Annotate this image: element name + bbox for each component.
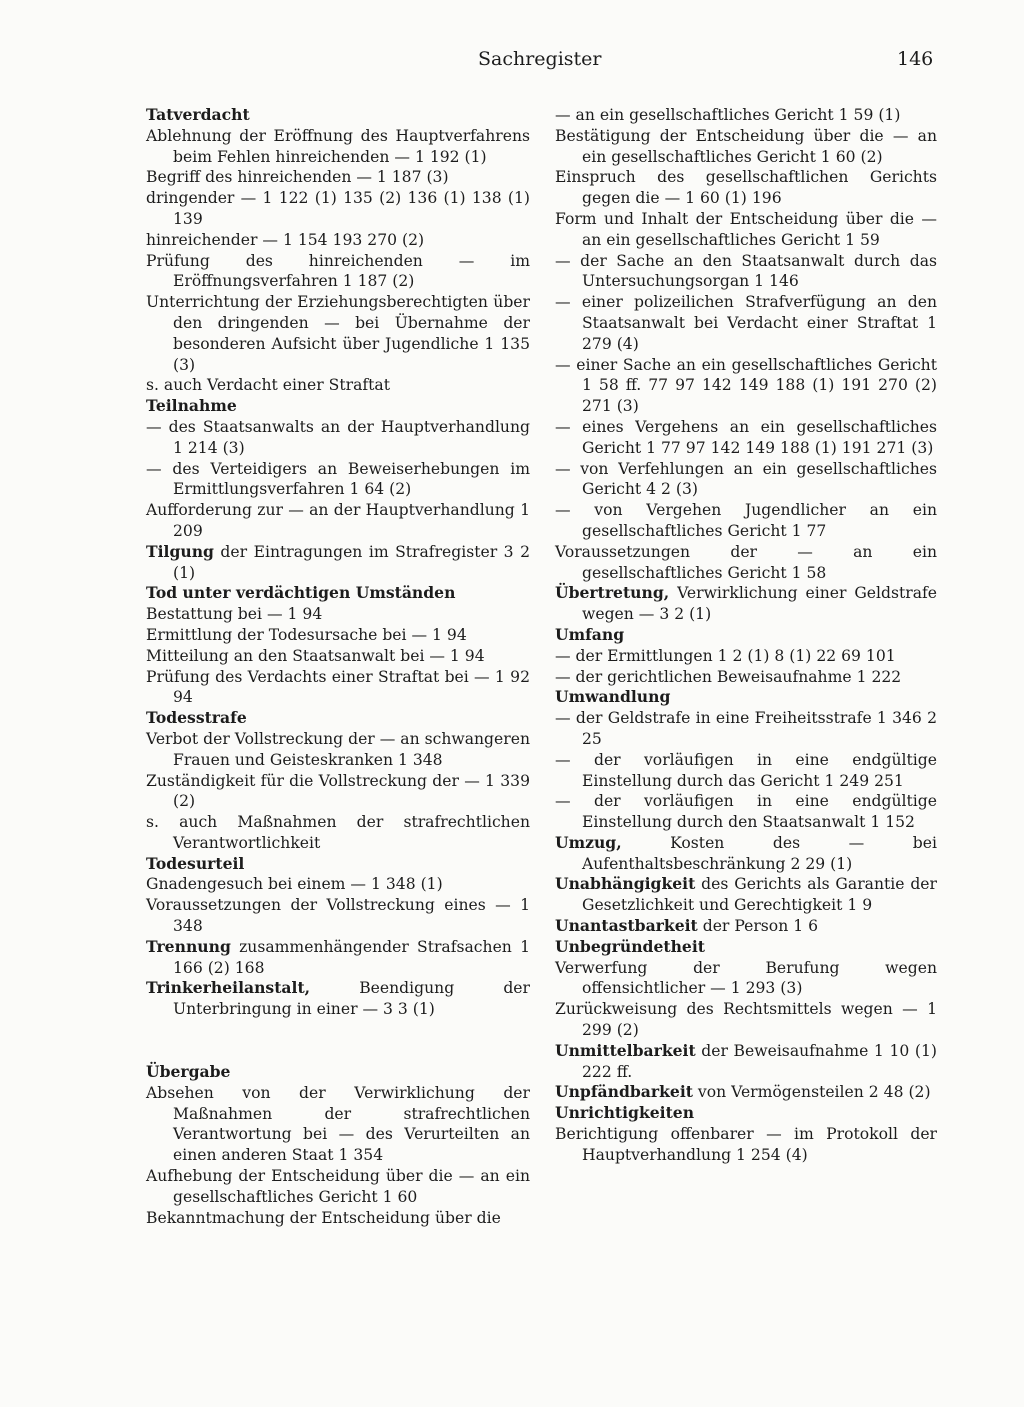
- index-entry-text: Verwirklichung einer Geldstrafe wegen — 3 2 (1): [582, 584, 937, 624]
- index-heading: Umfang: [555, 624, 625, 644]
- index-entry: Aufhebung der Entscheidung über die — an ein gesellschaftliches Gericht 1 60: [146, 1167, 530, 1206]
- index-entry-text: der Eintragungen im Strafregister 3 2 (1): [173, 542, 530, 582]
- index-keyword: Trennung: [146, 936, 231, 956]
- index-entry: — der Geldstrafe in eine Freiheitsstrafe 1 346 2 25: [555, 709, 937, 748]
- index-keyword: Unpfändbarkeit: [555, 1082, 693, 1102]
- page-number: 146: [897, 48, 934, 70]
- index-keyword: Unmittelbarkeit: [555, 1040, 696, 1060]
- index-heading: Tod unter verdächtigen Umständen: [146, 583, 456, 603]
- index-entry: dringender — 1 122 (1) 135 (2) 136 (1) 138 (1) 139: [146, 189, 530, 228]
- index-entry: [555, 874, 937, 916]
- index-heading: Tatverdacht: [146, 105, 250, 124]
- section-gap: [146, 1020, 530, 1062]
- index-entry: Ablehnung der Eröffnung des Hauptverfahrens beim Fehlen hinreichenden — 1 192 (1): [146, 126, 530, 166]
- page-title: Sachregister: [478, 48, 602, 70]
- index-entry: Bestätigung der Entscheidung über die — an ein gesellschaftliches Gericht 1 60 (2): [555, 126, 937, 166]
- index-keyword: Umzug,: [555, 832, 622, 852]
- index-entry: [555, 1041, 937, 1083]
- index-keyword: Tilgung: [146, 541, 214, 561]
- index-entry: Unterrichtung der Erziehungsberechtigten über den dringenden — bei Übernahme der besonderen Aufsicht über Jugendliche 1 135 (3): [146, 293, 530, 374]
- index-entry: [146, 542, 530, 584]
- index-entry: Begriff des hinreichenden — 1 187 (3): [146, 168, 449, 187]
- index-entry: Zurückweisung des Rechtsmittels wegen — 1 299 (2): [555, 1000, 937, 1040]
- index-entry: [555, 916, 937, 937]
- index-entry-text: der Person 1 6: [697, 917, 818, 936]
- index-entry: — einer polizeilichen Strafverfügung an den Staatsanwalt bei Verdacht einer Straftat 1 279 (4): [555, 293, 937, 353]
- index-entry-text: des Gerichts als Garantie der Gesetzlichkeit und Gerechtigkeit 1 9: [582, 875, 937, 915]
- index-entry: Aufforderung zur — an der Hauptverhandlung 1 209: [146, 501, 530, 540]
- index-entry: Ermittlung der Todesursache bei — 1 94: [146, 625, 467, 644]
- index-keyword: Unabhängigkeit: [555, 874, 696, 894]
- index-heading: Unrichtigkeiten: [555, 1103, 695, 1123]
- index-heading: Teilnahme: [146, 396, 237, 416]
- index-entry: [146, 937, 530, 979]
- index-entry: — des Verteidigers an Beweiserhebungen im Ermittlungsverfahren 1 64 (2): [146, 459, 530, 499]
- index-entry: Verwerfung der Berufung wegen offensichtlicher — 1 293 (3): [555, 958, 937, 998]
- index-keyword: Trinkerheilanstalt,: [146, 978, 311, 998]
- index-entry: — der vorläufigen in eine endgültige Einstellung durch das Gericht 1 249 251: [555, 750, 937, 790]
- index-keyword: Übertretung,: [555, 583, 670, 603]
- index-entry: — der gerichtlichen Beweisaufnahme 1 222: [555, 667, 902, 686]
- index-entry: — der vorläufigen in eine endgültige Einstellung durch den Staatsanwalt 1 152: [555, 792, 937, 832]
- index-entry: Voraussetzungen der Vollstreckung eines — 1 348: [146, 896, 530, 936]
- index-entry: — eines Vergehens an ein gesellschaftliches Gericht 1 77 97 142 149 188 (1) 191 271 (3): [555, 417, 937, 457]
- index-entry-text: Beendigung der Unterbringung in einer — 3 3 (1): [173, 979, 530, 1019]
- index-entry: — einer Sache an ein gesellschaftliches Gericht 1 58 ff. 77 97 142 149 188 (1) 191 270 (2) 271 (3): [555, 355, 937, 416]
- index-heading: Umwandlung: [555, 687, 671, 707]
- index-column-right: [555, 105, 937, 1166]
- index-entry: Berichtigung offenbarer — im Protokoll der Hauptverhandlung 1 254 (4): [555, 1125, 937, 1164]
- index-entry: — des Staatsanwalts an der Hauptverhandlung 1 214 (3): [146, 417, 530, 457]
- index-entry: Bekanntmachung der Entscheidung über die: [146, 1208, 501, 1227]
- index-column-left: [146, 105, 530, 1228]
- index-entry-text: zusammenhängender Strafsachen 1 166 (2) 168: [173, 937, 530, 977]
- index-entry: [555, 1082, 937, 1103]
- index-entry: — an ein gesellschaftliches Gericht 1 59 (1): [555, 106, 901, 124]
- index-entry: — der Sache an den Staatsanwalt durch das Untersuchungsorgan 1 146: [555, 251, 937, 291]
- index-heading: Todesurteil: [146, 853, 245, 873]
- index-entry: Prüfung des hinreichenden — im Eröffnungsverfahren 1 187 (2): [146, 251, 530, 291]
- index-heading: Todesstrafe: [146, 708, 247, 728]
- index-entry: s. auch Maßnahmen der strafrechtlichen Verantwortlichkeit: [146, 813, 530, 852]
- index-entry: Prüfung des Verdachts einer Straftat bei — 1 92 94: [146, 667, 530, 707]
- index-heading: Unbegründetheit: [555, 936, 705, 956]
- index-entry-text: von Vermögensteilen 2 48 (2): [692, 1083, 931, 1102]
- index-entry: Mitteilung an den Staatsanwalt bei — 1 94: [146, 646, 485, 665]
- index-entry: Bestattung bei — 1 94: [146, 605, 323, 624]
- index-keyword: Unantastbarkeit: [555, 916, 698, 936]
- index-entry: — von Vergehen Jugendlicher an ein gesellschaftliches Gericht 1 77: [555, 501, 937, 540]
- index-entry: s. auch Verdacht einer Straftat: [146, 376, 390, 395]
- index-entry-text: der Beweisaufnahme 1 10 (1) 222 ff.: [582, 1041, 937, 1081]
- index-entry: Absehen von der Verwirklichung der Maßnahmen der strafrechtlichen Verantwortung bei — des Verurteilten an einen anderen Staat 1 354: [146, 1083, 530, 1165]
- index-entry: Verbot der Vollstreckung der — an schwangeren Frauen und Geisteskranken 1 348: [146, 729, 530, 769]
- index-heading: Übergabe: [146, 1062, 231, 1082]
- index-entry: Einspruch des gesellschaftlichen Gerichts gegen die — 1 60 (1) 196: [555, 168, 937, 208]
- index-entry: [555, 583, 937, 625]
- index-entry: Voraussetzungen der — an ein gesellschaftliches Gericht 1 58: [555, 542, 937, 582]
- index-entry-text: Kosten des — bei Aufenthaltsbeschränkung 2 29 (1): [582, 833, 937, 873]
- index-entry: — der Ermittlungen 1 2 (1) 8 (1) 22 69 101: [555, 646, 896, 665]
- index-entry: Form und Inhalt der Entscheidung über die — an ein gesellschaftliches Gericht 1 59: [555, 209, 937, 249]
- index-entry: hinreichender — 1 154 193 270 (2): [146, 230, 425, 249]
- index-entry: Zuständigkeit für die Vollstreckung der — 1 339 (2): [146, 771, 530, 811]
- index-entry: [555, 833, 937, 875]
- index-entry: — von Verfehlungen an ein gesellschaftliches Gericht 4 2 (3): [555, 459, 937, 499]
- index-entry: [146, 978, 530, 1020]
- index-entry: Gnadengesuch bei einem — 1 348 (1): [146, 875, 443, 894]
